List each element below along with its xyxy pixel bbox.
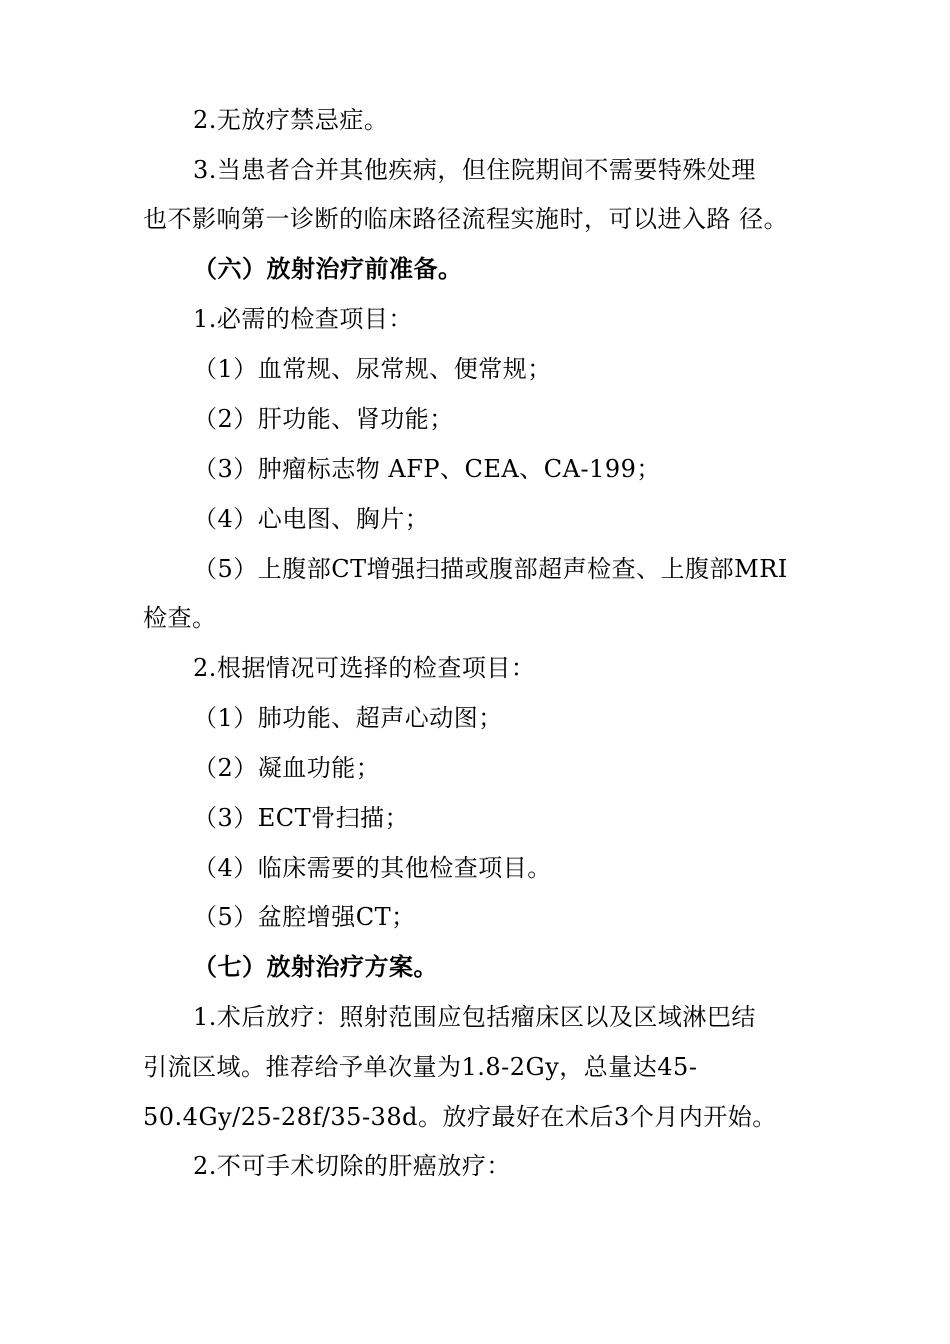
paragraph-line: 2.无放疗禁忌症。 bbox=[193, 106, 389, 134]
paragraph-line: 1.术后放疗：照射范围应包括瘤床区以及区域淋巴结 bbox=[193, 1003, 756, 1031]
paragraph-line: 2.不可手术切除的肝癌放疗： bbox=[193, 1152, 511, 1180]
list-item: （1）血常规、尿常规、便常规； bbox=[193, 355, 552, 383]
paragraph-line: 2.根据情况可选择的检查项目： bbox=[193, 654, 536, 682]
list-item: （2）肝功能、肾功能； bbox=[193, 405, 454, 433]
paragraph-line: 引流区域。推荐给予单次量为1.8-2Gy，总量达45- bbox=[143, 1053, 698, 1081]
list-item: （5）盆腔增强CT； bbox=[193, 903, 416, 931]
paragraph-line: 3.当患者合并其他疾病，但住院期间不需要特殊处理 bbox=[193, 156, 756, 184]
paragraph-line: 检查。 bbox=[143, 604, 217, 632]
list-item: （2）凝血功能； bbox=[193, 754, 381, 782]
list-item: （4）心电图、胸片； bbox=[193, 505, 430, 533]
list-item: （1）肺功能、超声心动图； bbox=[193, 704, 503, 732]
paragraph-line: 50.4Gy/25-28f/35-38d。放疗最好在术后3个月内开始。 bbox=[143, 1103, 777, 1131]
list-item: （4）临床需要的其他检查项目。 bbox=[193, 854, 552, 882]
list-item: （5）上腹部CT增强扫描或腹部超声检查、上腹部MRI bbox=[193, 555, 788, 583]
section-heading: （六）放射治疗前准备。 bbox=[193, 254, 463, 283]
section-heading: （七）放射治疗方案。 bbox=[193, 952, 438, 981]
list-item: （3）ECT骨扫描； bbox=[193, 804, 410, 832]
paragraph-line: 也不影响第一诊断的临床路径流程实施时，可以进入路 径。 bbox=[143, 205, 789, 233]
list-item: （3）肿瘤标志物 AFP、CEA、CA-199； bbox=[193, 455, 661, 483]
paragraph-line: 1.必需的检查项目： bbox=[193, 305, 413, 333]
